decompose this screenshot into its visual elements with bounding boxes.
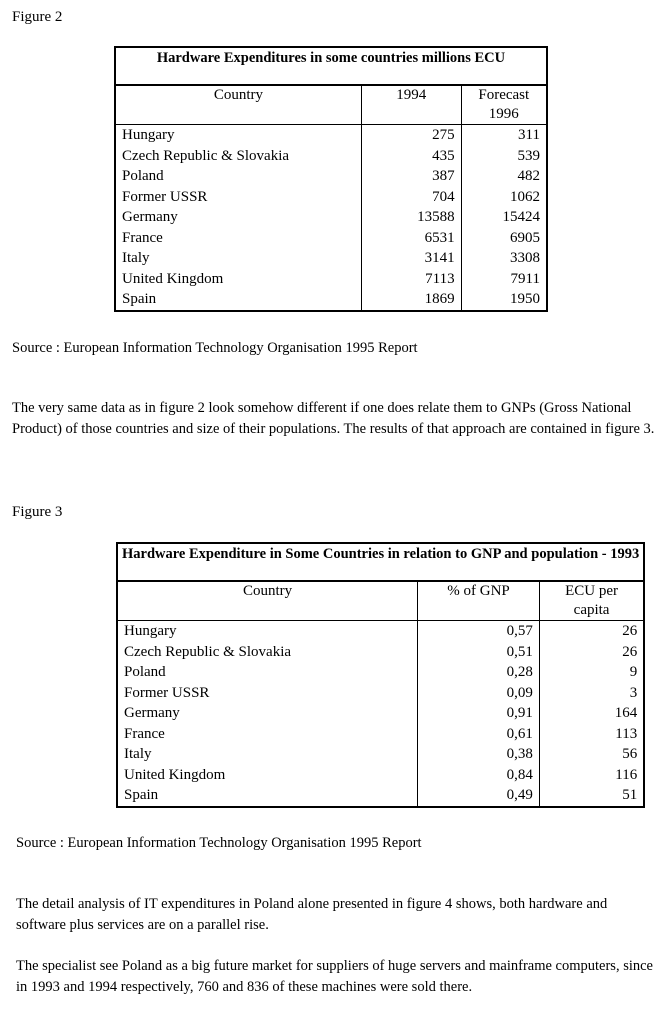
figure-2-cell-value-b: 3308 — [510, 250, 540, 267]
figure-3-header-country: Country — [117, 581, 418, 621]
figure-3-cell-value-a: 0,38 — [418, 744, 540, 765]
figure-3-cell-country: Czech Republic & Slovakia — [117, 642, 418, 663]
figure-3-cell-value-b: 116 — [615, 766, 638, 783]
paragraph-3: The specialist see Poland as a big future market for suppliers of huge servers and mainframe computers, since in 1993 and 1994 respectively, 760 and 836 of these machines were sold there. — [16, 958, 653, 995]
figure-2-cell-value-b: 1950 — [510, 291, 540, 308]
figure-2-row — [115, 166, 547, 187]
figure-3-cell-value-b: 164 — [614, 705, 638, 722]
figure-3-row — [117, 744, 644, 765]
figure-3-cell-value-b: 9 — [629, 664, 638, 681]
figure-3-source: Source : European Information Technology Organisation 1995 Report — [16, 835, 422, 851]
figure-2-cell-value-a: 13588 — [361, 207, 461, 228]
figure-2-cell-value-a: 3141 — [361, 248, 461, 269]
figure-2-cell-value-a: 704 — [361, 187, 461, 208]
figure-3-header-gnp: % of GNP — [418, 581, 540, 621]
figure-3-label: Figure 3 — [12, 504, 63, 520]
figure-2-body — [115, 125, 547, 311]
figure-3-cell-value-a: 0,28 — [418, 662, 540, 683]
figure-2-cell-value-b: 482 — [517, 168, 540, 185]
figure-2-label: Figure 2 — [12, 9, 63, 25]
figure-2-header-forecast: Forecast 1996 — [461, 85, 547, 125]
figure-3-cell-value-a: 0,91 — [418, 703, 540, 724]
figure-2-cell-country: Former USSR — [115, 187, 361, 208]
figure-2-cell-country: Czech Republic & Slovakia — [115, 146, 361, 167]
figure-3-cell-country: Hungary — [117, 621, 418, 642]
figure-2-cell-value-a: 435 — [361, 146, 461, 167]
figure-3-row — [117, 724, 644, 745]
figure-2-cell-country: Germany — [115, 207, 361, 228]
figure-3-cell-value-a: 0,51 — [418, 642, 540, 663]
figure-2-cell-country: United Kingdom — [115, 269, 361, 290]
figure-2-cell-country: France — [115, 228, 361, 249]
figure-3-row — [117, 662, 644, 683]
figure-3-cell-value-a: 0,09 — [418, 683, 540, 704]
figure-2-table — [114, 46, 548, 312]
figure-2-cell-country: Poland — [115, 166, 361, 187]
figure-2-row — [115, 289, 547, 311]
figure-3-cell-value-b: 113 — [615, 725, 638, 742]
figure-2-row — [115, 248, 547, 269]
figure-3-header-ecu: ECU per capita — [539, 581, 644, 621]
figure-3-cell-value-b: 26 — [622, 643, 638, 660]
figure-2-cell-value-b: 7911 — [510, 270, 540, 287]
figure-3-row — [117, 621, 644, 642]
figure-2-row — [115, 146, 547, 167]
figure-2-cell-country: Spain — [115, 289, 361, 311]
figure-3-cell-value-a: 0,61 — [418, 724, 540, 745]
figure-3-cell-country: Italy — [117, 744, 418, 765]
figure-2-cell-country: Hungary — [115, 125, 361, 146]
figure-2-header-country: Country — [115, 85, 361, 125]
figure-2-cell-country: Italy — [115, 248, 361, 269]
figure-2-title: Hardware Expenditures in some countries millions ECU — [115, 47, 547, 85]
figure-2-row — [115, 187, 547, 208]
figure-2-cell-value-a: 387 — [361, 166, 461, 187]
figure-2-cell-value-b: 6905 — [510, 229, 540, 246]
figure-3-cell-value-a: 0,57 — [418, 621, 540, 642]
figure-3-cell-value-b: 51 — [622, 787, 638, 804]
figure-2-cell-value-a: 1869 — [361, 289, 461, 311]
figure-3-cell-value-b: 3 — [629, 684, 638, 701]
figure-3-cell-country: Former USSR — [117, 683, 418, 704]
figure-3-cell-country: France — [117, 724, 418, 745]
figure-3-cell-country: Germany — [117, 703, 418, 724]
figure-2-source: Source : European Information Technology Organisation 1995 Report — [12, 340, 418, 356]
figure-3-cell-country: Spain — [117, 785, 418, 807]
figure-2-header-1994: 1994 — [361, 85, 461, 125]
figure-3-row — [117, 683, 644, 704]
figure-3-row — [117, 642, 644, 663]
figure-3-cell-country: United Kingdom — [117, 765, 418, 786]
figure-3-cell-value-b: 26 — [622, 623, 638, 640]
figure-3-cell-value-a: 0,49 — [418, 785, 540, 807]
figure-3-cell-value-b: 56 — [622, 746, 638, 763]
figure-3-row — [117, 703, 644, 724]
figure-3-row — [117, 785, 644, 807]
figure-2-cell-value-a: 275 — [361, 125, 461, 146]
figure-2-row — [115, 125, 547, 146]
figure-3-row — [117, 765, 644, 786]
figure-3-body — [117, 621, 644, 807]
figure-2-row — [115, 207, 547, 228]
figure-3-cell-value-a: 0,84 — [418, 765, 540, 786]
figure-2-row — [115, 228, 547, 249]
figure-2-cell-value-b: 15424 — [502, 209, 540, 226]
figure-2-cell-value-a: 7113 — [361, 269, 461, 290]
figure-2-cell-value-b: 1062 — [510, 188, 540, 205]
paragraph-2: The detail analysis of IT expenditures in Poland alone presented in figure 4 shows, both hardware and software plus services are on a parallel rise. — [16, 896, 608, 933]
figure-2-cell-value-b: 311 — [518, 127, 540, 144]
figure-2-cell-value-b: 539 — [517, 147, 540, 164]
figure-2-row — [115, 269, 547, 290]
paragraph-1: The very same data as in figure 2 look somehow different if one does relate them to GNPs (Gross National Product) of those countries and size of their populations. The results of that approach are contained in figure 3. — [12, 400, 655, 437]
figure-2-cell-value-a: 6531 — [361, 228, 461, 249]
figure-3-table — [116, 542, 645, 808]
figure-3-title: Hardware Expenditure in Some Countries in relation to GNP and population - 1993 — [117, 543, 644, 581]
figure-3-cell-country: Poland — [117, 662, 418, 683]
